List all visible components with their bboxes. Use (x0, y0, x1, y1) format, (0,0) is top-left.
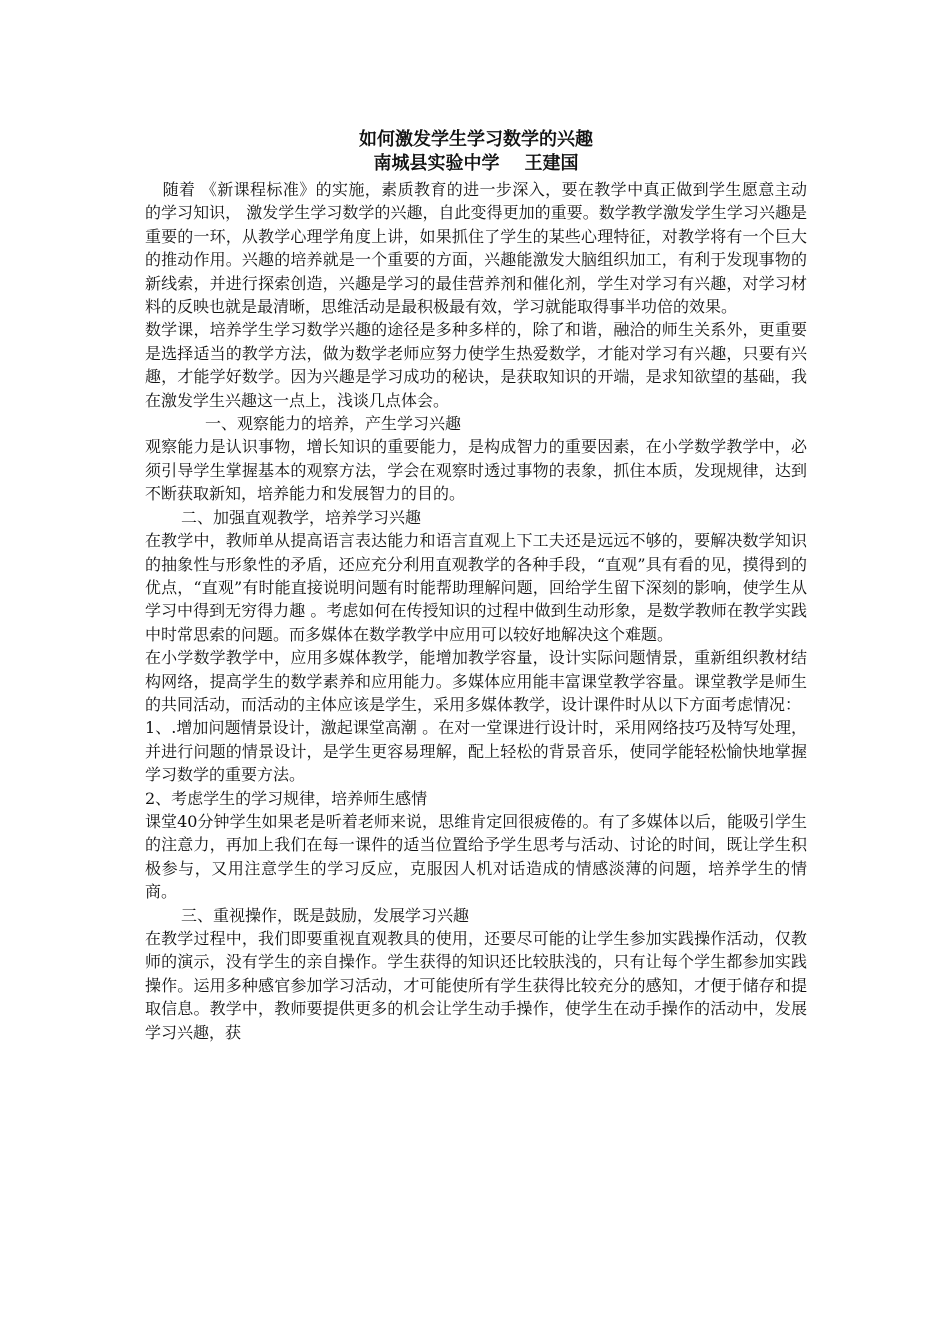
paragraph-visual-teaching: 在教学中，教师单从提高语言表达能力和语言直观上下工夫还是远远不够的，要解决数学知识的抽象性与形象性的矛盾，还应充分利用直观教学的各种手段，“直观”具有看的见，摸得到的优点，“直观”有时能直接说明问题有时能帮助理解问题，回给学生留下深刻的影响，使学生从学习中得到无穷得力趣 。考虑如何在传授知识的过程中做到生动形象，是数学教师在教学实践中时常思索的问题。而多媒体在数学教学中应用可以较好地解决这个难题。 (145, 531, 807, 644)
paragraph-intro: 随着 《新课程标准》的实施，素质教育的进一步深入，要在教学中真正做到学生愿意主动的学习知识， 激发学生学习数学的兴趣，自此变得更加的重要。数学教学激发学生学习兴趣是重要的一环，从教学心理学角度上讲，如果抓住了学生的某些心理特征，对教学将有一个巨大的推动作用。兴趣的培养就是一个重要的方面，兴趣能激发大脑组织加工，有利于发现事物的新线索，并进行探索创造，兴趣是学习的最佳营养剂和催化剂，学生对学习有兴趣，对学习材料的反映也就是最清晰，思维活动是最积极最有效，学习就能取得事半功倍的效果。 (145, 180, 807, 317)
paragraph-item-1: 1、.增加问题情景设计，激起课堂高潮 。在对一堂课进行设计时，采用网络技巧及特写处理，并进行问题的情景设计，是学生更容易理解，配上轻松的背景音乐，使同学能轻松愉快地掌握学习数学的重要方法。 (145, 718, 807, 785)
document-byline: 南城县实验中学 王建国 (373, 153, 579, 174)
paragraph-item-2: 课堂40分钟学生如果老是听着老师来说，思维肯定回很疲倦的。有了多媒体以后，能吸引学生的注意力，再加上我们在每一课件的适当位置给予学生思考与活动、讨论的时间，既让学生积极参与，又用注意学生的学习反应，克服因人机对话造成的情感淡薄的问题，培养学生的情商。 (145, 811, 807, 902)
paragraph-observation: 观察能力是认识事物，增长知识的重要能力，是构成智力的重要因素，在小学数学教学中，必须引导学生掌握基本的观察方法，学会在观察时透过事物的表象，抓住本质，发现规律，达到不断获取新知，培养能力和发展智力的目的。 (145, 437, 807, 504)
paragraph-operation: 在教学过程中，我们即要重视直观教具的使用，还要尽可能的让学生参加实践操作活动，仅教师的演示，没有学生的亲自操作。学生获得的知识还比较肤浅的，只有让每个学生都参加实践操作。运用多种感官参加学习活动，才可能使所有学生获得比较充分的感知，才便于储存和提取信息。教学中，教师要提供更多的机会让学生动手操作，使学生在动手操作的活动中，发展学习兴趣，获 (145, 929, 807, 1042)
paragraph-multimedia: 在小学数学教学中，应用多媒体教学，能增加教学容量，设计实际问题情景，重新组织教材结构网络，提高学生的数学素养和应用能力。多媒体应用能丰富课堂教学容量。课堂教学是师生的共同活动，而活动的主体应该是学生，采用多媒体教学，设计课件时从以下方面考虑情况： (145, 648, 807, 714)
section-heading-1: 一、观察能力的培养，产生学习兴趣 (205, 414, 462, 434)
document-page (145, 128, 807, 1044)
paragraph-approach: 数学课，培养学生学习数学兴趣的途径是多种多样的，除了和谐，融洽的师生关系外，更重要是选择适当的教学方法，做为数学老师应努力使学生热爱数学，才能对学习有兴趣，只要有兴趣，才能学好数学。因为兴趣是学习成功的秘诀，是获取知识的开端，是求知欲望的基础，我在激发学生兴趣这一点上，浅谈几点体会。 (145, 320, 807, 410)
paragraph-item-2-heading: 2、考虑学生的学习规律，培养师生感情 (145, 788, 428, 808)
section-heading-2: 二、加强直观教学，培养学习兴趣 (181, 507, 422, 527)
document-title: 如何激发学生学习数学的兴趣 (359, 129, 593, 150)
section-heading-3: 三、重视操作，既是鼓励，发展学习兴趣 (181, 905, 470, 925)
